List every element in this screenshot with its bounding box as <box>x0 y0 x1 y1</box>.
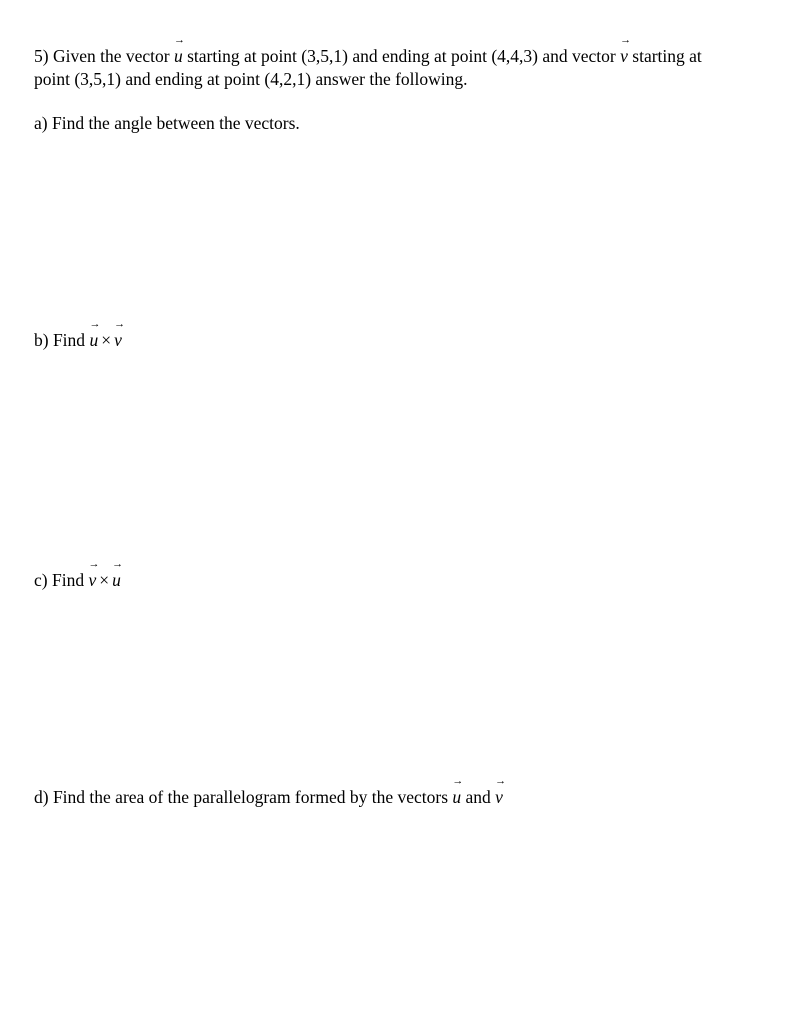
cross-product-operator: × <box>99 570 110 590</box>
vector-v: → v <box>88 558 100 590</box>
part-d-question: d) Find the area of the parallelogram formed by the vectors → u and → v <box>34 775 507 807</box>
part-b-question: b) Find → u × → v <box>34 318 126 350</box>
vector-u: → u <box>112 558 124 590</box>
vector-u: → u <box>452 775 464 807</box>
problem-text-1: 5) Given the vector <box>34 46 174 66</box>
cross-product-operator: × <box>101 330 112 350</box>
vector-arrow-icon: → <box>495 775 507 787</box>
problem-text-2: starting at point (3,5,1) and ending at point (4,4,3) and vector <box>182 46 621 66</box>
vector-arrow-icon: → <box>452 775 464 787</box>
vector-arrow-icon: → <box>620 34 632 46</box>
problem-text-3: starting at <box>627 46 702 66</box>
vector-arrow-icon: → <box>173 34 185 46</box>
vector-arrow-icon: → <box>88 558 100 570</box>
vector-arrow-icon: → <box>112 558 124 570</box>
part-c-question: c) Find → v × → u <box>34 558 124 590</box>
vector-arrow-icon: → <box>89 318 101 330</box>
vector-u: → u <box>173 34 185 66</box>
problem-statement-line-2: point (3,5,1) and ending at point (4,2,1) answer the following. <box>34 69 468 89</box>
vector-v: → v <box>495 775 507 807</box>
vector-v: → v <box>114 318 126 350</box>
part-a-question: a) Find the angle between the vectors. <box>34 113 300 133</box>
vector-u: → u <box>89 318 101 350</box>
problem-statement-line-1 <box>34 34 702 67</box>
vector-arrow-icon: → <box>114 318 126 330</box>
vector-v: → v <box>620 34 632 66</box>
